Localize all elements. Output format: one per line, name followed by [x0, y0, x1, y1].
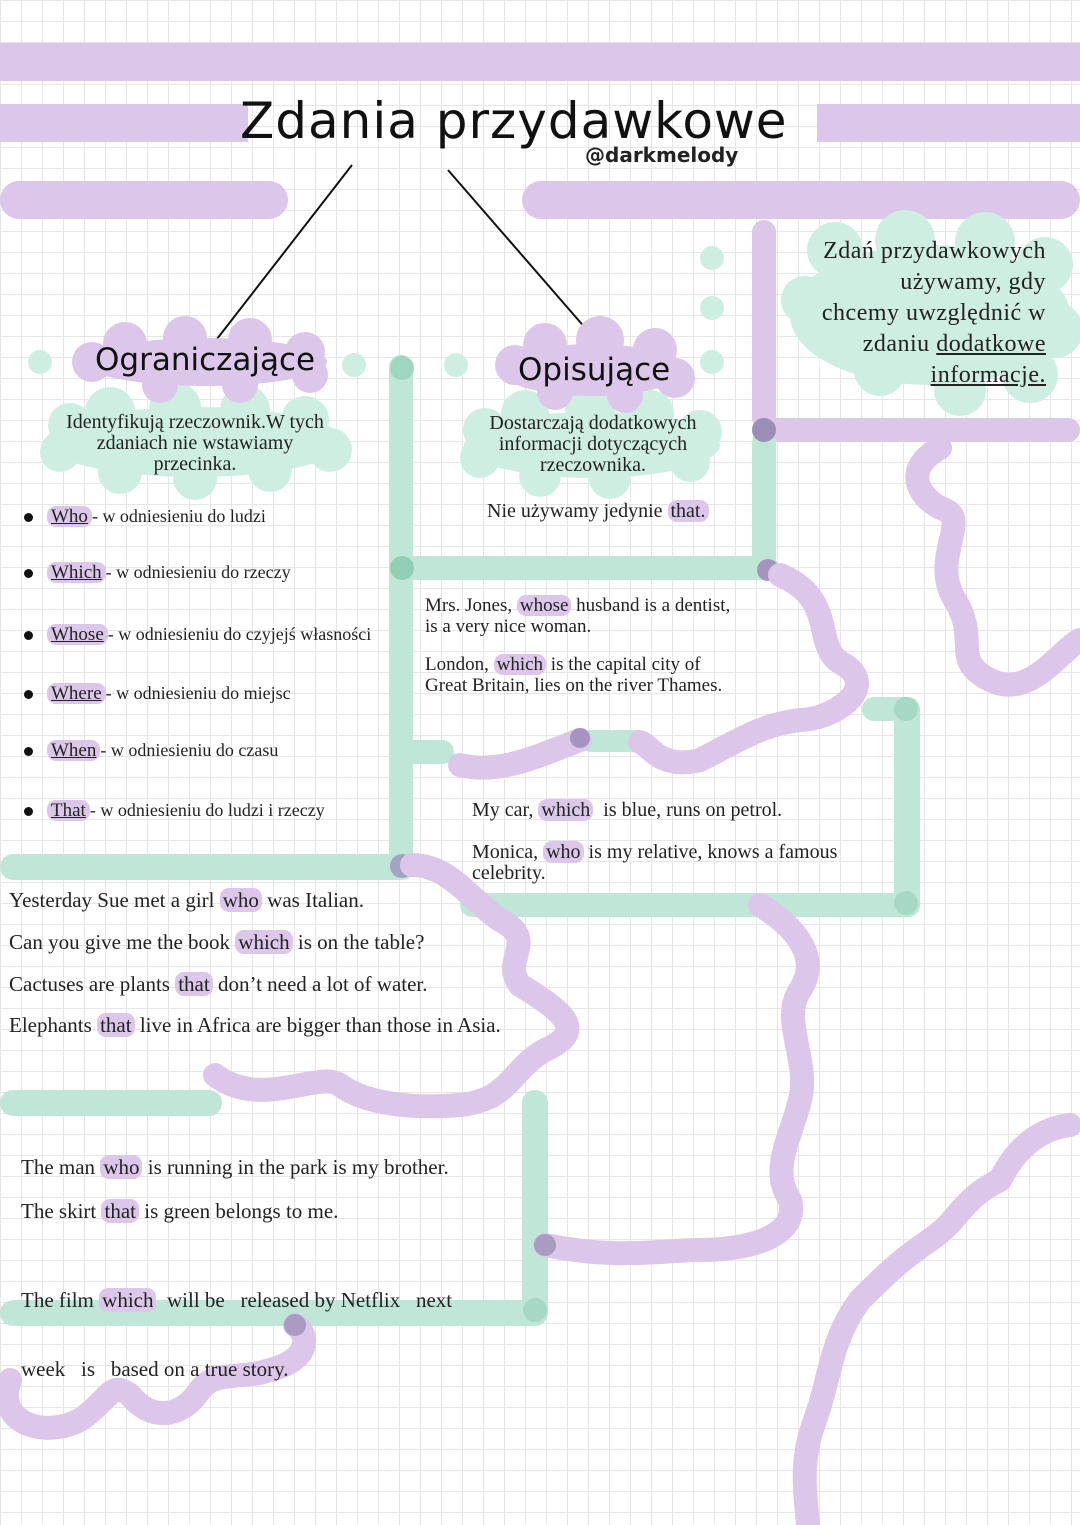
- example-line: [425, 595, 730, 616]
- example-text: husband is a dentist,: [571, 595, 731, 616]
- list-item: [24, 740, 278, 762]
- example-restrictive: [21, 1199, 338, 1224]
- junction-dot: [894, 891, 918, 915]
- example-text: don’t need a lot of water.: [212, 972, 428, 996]
- example-pronoun: which: [538, 799, 593, 821]
- pronoun-that: That: [47, 800, 90, 821]
- mint-dot: [342, 353, 366, 377]
- junction-dot: [390, 556, 414, 580]
- nonrestrictive-description: [470, 413, 716, 476]
- description-line: rzeczownika.: [539, 454, 647, 476]
- example-pronoun: that: [101, 1199, 139, 1223]
- pronoun-separator: -: [89, 800, 96, 820]
- bullet-icon: [24, 513, 33, 522]
- example-restrictive: [9, 972, 428, 997]
- example-text: was Italian.: [261, 888, 364, 912]
- example-nonrestrictive: [472, 800, 782, 821]
- mint-line-vertical: [389, 355, 413, 880]
- pronoun-which: Which: [47, 562, 106, 583]
- example-pronoun: that: [175, 972, 213, 996]
- heading-restrictive: Ograniczające: [95, 342, 316, 378]
- side-note-line: [776, 329, 1046, 360]
- example-pronoun: who: [543, 841, 583, 863]
- side-note: [776, 236, 1046, 391]
- mint-dot: [700, 350, 724, 374]
- example-line: [472, 842, 837, 863]
- example-line: [425, 654, 722, 675]
- note-frame-vertical: [752, 220, 776, 430]
- description-line: przecinka.: [153, 453, 237, 475]
- junction-dot: [523, 1298, 547, 1322]
- squiggle: [805, 1125, 1070, 1525]
- pronoun-description: w odniesieniu do miejsc: [111, 683, 291, 703]
- example-text: London,: [425, 654, 494, 675]
- mint-line-vertical-2: [752, 430, 776, 570]
- page-title: Zdania przydawkowe: [240, 92, 788, 150]
- side-note-line: Zdań przydawkowych: [823, 238, 1046, 264]
- mint-frame-right: [894, 697, 920, 917]
- example-pronoun: that: [97, 1013, 135, 1037]
- example-restrictive: [21, 1243, 452, 1404]
- example-text: Can you give me the book: [9, 930, 236, 954]
- side-note-emphasis: informacje.: [930, 362, 1046, 388]
- band-right-2: [522, 181, 1080, 219]
- mint-dot: [700, 246, 724, 270]
- band-left: [0, 104, 248, 142]
- example-pronoun: which: [235, 930, 292, 954]
- example-nonrestrictive: [425, 595, 730, 637]
- note-text: Nie używamy jedynie: [487, 500, 668, 522]
- example-text: The film: [21, 1288, 100, 1312]
- example-text: is running in the park is my brother.: [142, 1155, 449, 1179]
- squiggle-end: [534, 1234, 556, 1256]
- squiggle-end: [570, 728, 590, 748]
- example-text: is the capital city of: [546, 654, 701, 675]
- pronoun-separator: -: [100, 740, 107, 760]
- example-restrictive: [21, 1155, 449, 1180]
- description-line: informacji dotyczących: [498, 433, 688, 455]
- example-text: is green belongs to me.: [138, 1199, 339, 1223]
- pronoun-separator: -: [105, 562, 112, 582]
- pronoun-who: Who: [47, 506, 92, 527]
- example-line: week is based on a true story.: [21, 1357, 289, 1381]
- example-restrictive: [9, 1013, 501, 1038]
- squiggle: [460, 740, 580, 768]
- note-frame-horizontal: [752, 418, 1080, 442]
- pronoun-description: w odniesieniu do czasu: [106, 740, 279, 760]
- squiggle: [917, 448, 1080, 685]
- list-item: [24, 683, 291, 705]
- pronoun-whose: Whose: [47, 624, 108, 645]
- mint-line-horizontal: [389, 556, 779, 580]
- example-restrictive: [9, 888, 364, 913]
- mint-band-mid: [0, 854, 415, 880]
- bullet-icon: [24, 690, 33, 699]
- list-item: [24, 624, 371, 646]
- example-text: My car,: [472, 799, 539, 821]
- band-right: [817, 104, 1080, 142]
- band-top: [0, 43, 1080, 81]
- description-line: zdaniach nie wstawiamy: [96, 432, 294, 454]
- example-pronoun: whose: [517, 595, 572, 616]
- pronoun-description: w odniesieniu do ludzi: [97, 506, 266, 526]
- pronoun-description: w odniesieniu do ludzi i rzeczy: [95, 800, 325, 820]
- example-text: The skirt: [21, 1199, 102, 1223]
- squiggle: [545, 905, 808, 1253]
- example-text: is blue, runs on petrol.: [593, 799, 783, 821]
- example-line: [21, 1289, 452, 1312]
- band-left-2: [0, 181, 288, 219]
- example-restrictive: [9, 930, 424, 955]
- author-handle: @darkmelody: [585, 143, 739, 167]
- bullet-icon: [24, 807, 33, 816]
- bullet-icon: [24, 631, 33, 640]
- pronoun-description: w odniesieniu do rzeczy: [111, 562, 291, 582]
- description-line: Dostarczają dodatkowych: [489, 412, 697, 434]
- list-item: [24, 800, 325, 822]
- restrictive-description: [45, 412, 345, 475]
- pronoun-separator: -: [105, 683, 112, 703]
- side-note-emphasis: dodatkowe: [936, 331, 1046, 357]
- mint-frame-bottom: [460, 893, 920, 917]
- mint-dot: [700, 296, 724, 320]
- junction-dot: [390, 356, 414, 380]
- example-text: The man: [21, 1155, 101, 1179]
- example-text: will be released by Netflix next: [156, 1288, 453, 1312]
- example-text: Mrs. Jones,: [425, 595, 517, 616]
- example-text: is my relative, knows a famous: [583, 841, 838, 863]
- example-line: Great Britain, lies on the river Thames.: [425, 675, 723, 696]
- example-pronoun: which: [99, 1288, 156, 1312]
- nonrestrictive-note: [487, 500, 709, 523]
- side-note-line: chcemy uwzględnić w: [821, 300, 1046, 326]
- list-item: [24, 562, 291, 584]
- pronoun-when: When: [47, 740, 100, 761]
- note-highlight: that.: [668, 500, 709, 522]
- pronoun-description: w odniesieniu do czyjejś własności: [113, 624, 372, 644]
- mint-stub: [389, 740, 454, 764]
- example-pronoun: which: [494, 654, 546, 675]
- example-text: Yesterday Sue met a girl: [9, 888, 220, 912]
- side-note-text: zdaniu: [862, 331, 937, 357]
- mint-dot: [28, 350, 52, 374]
- mint-line-vertical-3: [522, 1090, 548, 1325]
- heading-nonrestrictive: Opisujące: [518, 352, 671, 388]
- description-line: Identyfikują rzeczownik.W tych: [66, 411, 324, 433]
- mint-dot: [444, 353, 468, 377]
- example-pronoun: who: [100, 1155, 142, 1179]
- example-line: is a very nice woman.: [425, 616, 592, 637]
- bullet-icon: [24, 747, 33, 756]
- example-text: live in Africa are bigger than those in Asia.: [134, 1013, 501, 1037]
- example-text: Elephants: [9, 1013, 98, 1037]
- pronoun-separator: -: [107, 624, 114, 644]
- example-line: celebrity.: [472, 862, 546, 884]
- example-pronoun: who: [220, 888, 262, 912]
- example-text: Monica,: [472, 841, 544, 863]
- junction-dot: [752, 418, 776, 442]
- pronoun-separator: -: [91, 506, 98, 526]
- mint-band-low: [0, 1090, 222, 1116]
- junction-dot: [894, 697, 918, 721]
- side-note-line: używamy, gdy: [900, 269, 1046, 295]
- example-text: Cactuses are plants: [9, 972, 176, 996]
- bullet-icon: [24, 569, 33, 578]
- list-item: [24, 506, 266, 528]
- example-text: is on the table?: [292, 930, 425, 954]
- example-nonrestrictive: [425, 654, 722, 696]
- example-nonrestrictive: [472, 842, 837, 884]
- pronoun-where: Where: [47, 683, 106, 704]
